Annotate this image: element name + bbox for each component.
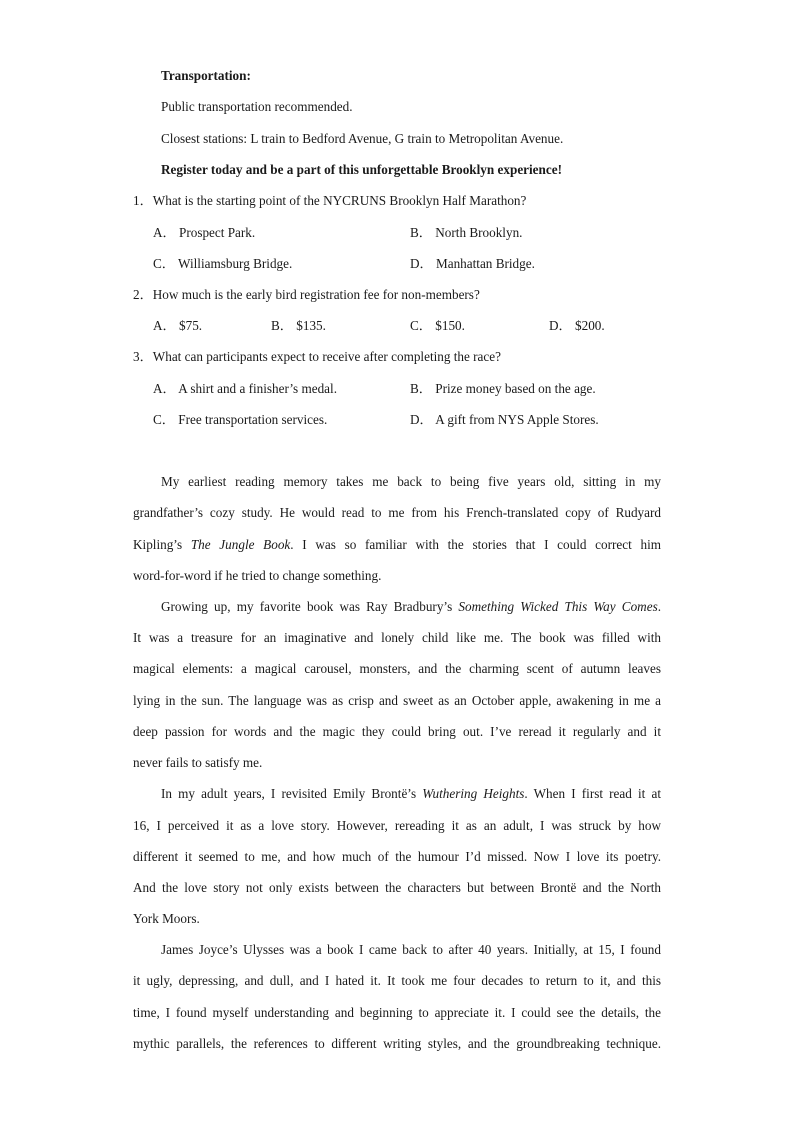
q2-option-a[interactable]: A． $75.: [153, 318, 203, 333]
passage-text: Kipling’s: [133, 537, 191, 552]
passage-p4-line: James Joyce’s Ulysses was a book I came back to after 40 years. Initially, at 15, I found: [161, 942, 661, 957]
q2-option-b[interactable]: B． $135.: [271, 318, 326, 333]
passage-p3-line: York Moors.: [133, 911, 200, 926]
passage-p2-line: lying in the sun. The language was as crisp and sweet as an October apple, awakening in me a: [133, 693, 661, 708]
passage-text: . When I first read it at: [524, 786, 661, 801]
question-text: What is the starting point of the NYCRUNS Brooklyn Half Marathon?: [152, 193, 527, 208]
book-title: Something Wicked This Way Comes: [458, 599, 658, 614]
question-3: [133, 349, 501, 365]
question-number: 3．: [133, 349, 153, 364]
q3-option-d[interactable]: D． A gift from NYS Apple Stores.: [410, 412, 599, 427]
passage-text: Growing up, my favorite book was Ray Bradbury’s: [161, 599, 459, 614]
passage-text: . I was so familiar with the stories that I could correct him: [290, 537, 662, 552]
q1-option-d[interactable]: D． Manhattan Bridge.: [410, 256, 535, 271]
question-1: [133, 193, 526, 209]
passage-p1-line: word-for-word if he tried to change something.: [133, 568, 382, 583]
question-2: [133, 287, 480, 303]
question-text: What can participants expect to receive after completing the race?: [152, 349, 501, 364]
passage-p3-line: [161, 786, 661, 802]
book-title: Wuthering Heights: [422, 786, 525, 801]
passage-text: In my adult years, I revisited Emily Brontë’s: [161, 786, 423, 801]
passage-p2-line: never fails to satisfy me.: [133, 755, 263, 770]
q3-option-c[interactable]: C． Free transportation services.: [153, 412, 328, 427]
q3-option-a[interactable]: A． A shirt and a finisher’s medal.: [153, 381, 337, 396]
transport-line-2: Closest stations: L train to Bedford Avenue, G train to Metropolitan Avenue.: [161, 131, 564, 146]
transport-heading: Transportation:: [161, 68, 251, 83]
question-number: 1．: [133, 193, 153, 208]
transport-line-1: Public transportation recommended.: [161, 99, 353, 114]
q3-option-b[interactable]: B． Prize money based on the age.: [410, 381, 596, 396]
q1-option-c[interactable]: C． Williamsburg Bridge.: [153, 256, 293, 271]
question-text: How much is the early bird registration fee for non-members?: [152, 287, 480, 302]
passage-p1-line: [133, 537, 661, 553]
passage-p3-line: And the love story not only exists between the characters but between Brontë and the North: [133, 880, 661, 895]
book-title: The Jungle Book: [190, 537, 291, 552]
passage-p1-line: grandfather’s cozy study. He would read to me from his French-translated copy of Rudyard: [133, 505, 661, 520]
passage-p2-line: magical elements: a magical carousel, monsters, and the charming scent of autumn leaves: [133, 661, 661, 676]
passage-p4-line: time, I found myself understanding and beginning to appreciate it. I could see the details, the: [133, 1005, 661, 1020]
register-line: Register today and be a part of this unforgettable Brooklyn experience!: [161, 162, 562, 177]
q1-option-b[interactable]: B． North Brooklyn.: [410, 225, 523, 240]
q1-option-a[interactable]: A． Prospect Park.: [153, 225, 256, 240]
passage-p2-line: deep passion for words and the magic they could bring out. I’ve reread it regularly and it: [133, 724, 661, 739]
passage-p2-line: [161, 599, 661, 615]
passage-text: .: [657, 599, 661, 614]
q2-option-c[interactable]: C． $150.: [410, 318, 465, 333]
passage-p3-line: different it seemed to me, and how much of the humour I’d missed. Now I love its poetry.: [133, 849, 661, 864]
passage-p3-line: 16, I perceived it as a love story. However, rereading it as an adult, I was struck by how: [133, 818, 661, 833]
question-number: 2．: [133, 287, 153, 302]
q2-option-d[interactable]: D． $200.: [549, 318, 605, 333]
passage-p4-line: mythic parallels, the references to different writing styles, and the groundbreaking technique.: [133, 1036, 661, 1051]
passage-p1-line: My earliest reading memory takes me back to being five years old, sitting in my: [161, 474, 661, 489]
passage-p4-line: it ugly, depressing, and dull, and I hated it. It took me four decades to return to it, and this: [133, 973, 661, 988]
passage-p2-line: It was a treasure for an imaginative and lonely child like me. The book was filled with: [133, 630, 661, 645]
